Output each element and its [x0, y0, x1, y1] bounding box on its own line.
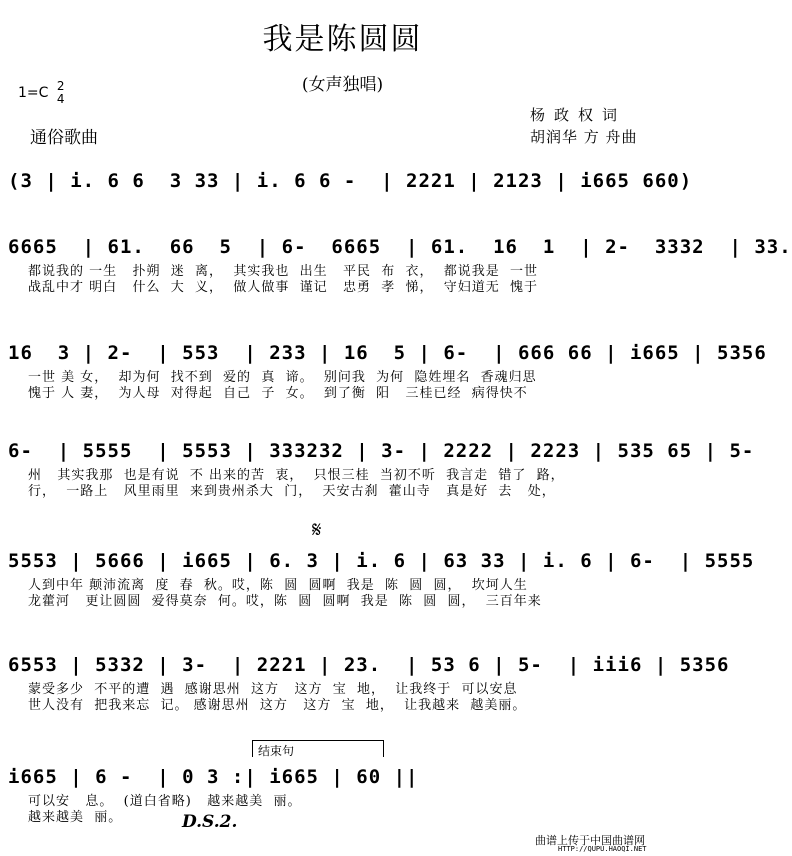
score-line-6 — [8, 654, 730, 714]
time-top: 2 — [56, 79, 65, 93]
dal-segno-mark: D.S.2. — [182, 812, 238, 832]
key-label: 1=C — [18, 85, 49, 101]
lyric-verse1-line-3: 一世 美 女， 却为何 找不到 爱的 真 谛。 别问我 为何 隐姓埋名 香魂归思 — [28, 370, 537, 385]
lyric-verse2-line-5: 龙藿河 更让圆圆 爱得莫奈 何。哎，陈 圆 圆啊 我是 陈 圆 圆， 三百年来 — [28, 594, 542, 609]
lyric-verse2-line-3: 愧于 人 妻， 为人母 对得起 自己 子 女。 到了衡 阳 三桂已经 病得快不 — [28, 386, 528, 401]
notation-line-4: 6- | 5555 | 5553 | 333232 | 3- | 2222 | 2223 | 535 65 | 5- — [8, 440, 755, 462]
notation-line-5: 5553 | 5666 | i665 | 6. 3 | i. 6 | 63 33 | i. 6 | 6- | 5555 — [8, 550, 755, 572]
lyric-verse2-line-6: 世人没有 把我来忘 记。 感谢思州 这方 这方 宝 地， 让我越来 越美丽。 — [28, 698, 527, 713]
composer-credit: 胡润华 方 舟曲 — [530, 128, 638, 146]
score-line-3 — [8, 342, 767, 402]
notation-line-7: i665 | 6 - | 0 3 :| i665 | 60 || — [8, 766, 419, 788]
lyric-verse1-line-5: 人到中年 颠沛流离 度 春 秋。哎，陈 圆 圆啊 我是 陈 圆 圆， 坎坷人生 — [28, 578, 528, 593]
time-bottom: 4 — [56, 92, 65, 106]
notation-line-2: 6665 | 61. 66 5 | 6- 6665 | 61. 16 1 | 2- 3332 | 33. — [8, 236, 792, 258]
lyric-verse1-line-2: 都说我的 一生 扑朔 迷 离， 其实我也 出生 平民 布 衣， 都说我是 一世 — [28, 264, 539, 279]
genre-label: 通俗歌曲 — [30, 128, 98, 148]
footer-url: HTTP://QUPU.HAOQI.NET — [558, 845, 647, 853]
lyric-verse1-line-4: 州 其实我那 也是有说 不 出来的苦 衷， 只恨三桂 当初不听 我言走 错了 路， — [28, 468, 565, 483]
lyricist-credit: 杨政权词 — [530, 106, 627, 124]
key-signature — [18, 80, 65, 106]
lyric-verse2-line-7: 越来越美 丽。 — [28, 810, 123, 825]
lyric-verse1-line-6: 蒙受多少 不平的遭 遇 感谢思州 这方 这方 宝 地， 让我终于 可以安息 — [28, 682, 518, 697]
lyric-verse1-line-7: 可以安 息。 (道白省略) 越来越美 丽。 — [28, 794, 302, 809]
lyric-verse2-line-2: 战乱中才 明白 什么 大 义， 做人做事 谨记 忠勇 孝 悌， 守妇道无 愧于 — [28, 280, 539, 295]
lyric-verse2-line-4: 行， 一路上 风里雨里 来到贵州杀大 门， 天安古刹 藿山寺 真是好 去 处， — [28, 484, 556, 499]
song-title: 我是陈圆圆 — [262, 22, 423, 57]
footer-source: 曲谱上传于中国曲谱网 — [535, 834, 645, 847]
score-line-5 — [8, 550, 755, 610]
segno-sign: 𝄋 — [312, 518, 322, 543]
notation-line-1: (3 | i. 6 6 3 33 | i. 6 6 - | 2221 | 2123 | i665 660) — [8, 170, 693, 192]
ending-label: 结束句 — [258, 744, 295, 758]
notation-line-3: 16 3 | 2- | 553 | 233 | 16 5 | 6- | 666 66 | i665 | 5356 — [8, 342, 767, 364]
score-line-7 — [8, 766, 680, 826]
notation-line-6: 6553 | 5332 | 3- | 2221 | 23. | 53 6 | 5- | iii6 | 5356 — [8, 654, 730, 676]
time-signature — [57, 80, 65, 106]
score-line-1 — [8, 170, 693, 230]
song-subtitle: (女声独唱) — [301, 75, 384, 95]
score-line-4 — [8, 440, 755, 500]
score-line-2 — [8, 236, 792, 296]
